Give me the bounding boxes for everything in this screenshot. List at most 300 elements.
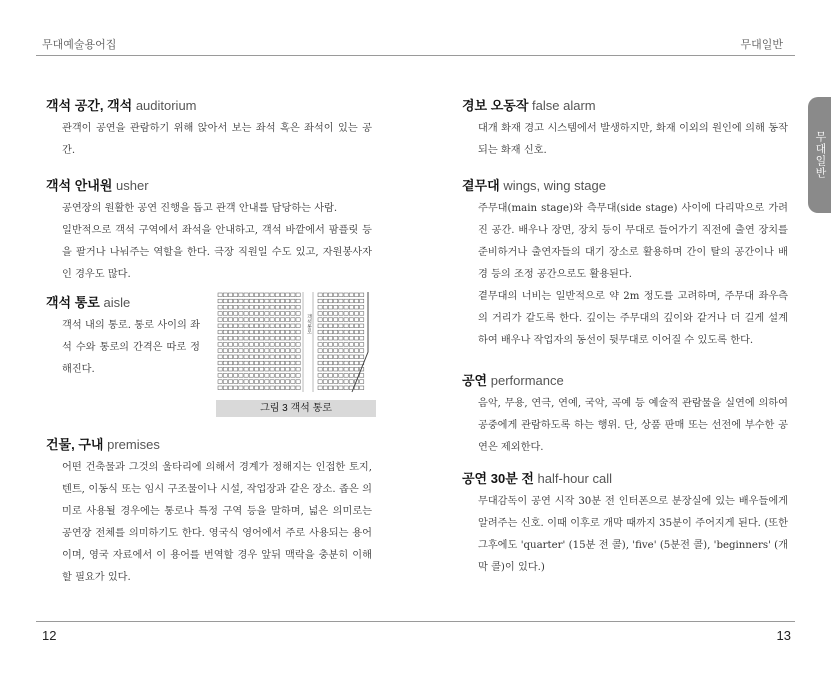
seat <box>286 386 290 390</box>
entry-body <box>46 315 200 381</box>
seat <box>275 299 279 303</box>
seat <box>265 312 269 316</box>
page-number-right: 13 <box>776 628 791 643</box>
seat <box>239 386 243 390</box>
seat <box>286 330 290 334</box>
seat <box>244 349 248 353</box>
seat <box>234 361 238 365</box>
seat <box>228 318 232 322</box>
seat <box>280 336 284 340</box>
seat <box>239 343 243 347</box>
seat <box>244 343 248 347</box>
seat <box>328 343 332 347</box>
entry-paragraph: 관객이 공연을 관람하기 위해 앉아서 보는 좌석 혹은 좌석이 있는 공간. <box>62 123 372 156</box>
entry-auditorium <box>46 95 372 162</box>
entry-term-ko: 건물, 구내 <box>46 437 104 452</box>
seat <box>223 305 227 309</box>
seat <box>228 330 232 334</box>
seat <box>349 299 353 303</box>
seat <box>318 386 322 390</box>
seat <box>234 330 238 334</box>
seat <box>260 312 264 316</box>
seat <box>270 330 274 334</box>
seat <box>265 293 269 297</box>
entry-term-en: performance <box>490 373 564 388</box>
seat <box>223 324 227 328</box>
seat <box>228 355 232 359</box>
seat <box>280 299 284 303</box>
seat <box>223 293 227 297</box>
seat <box>334 293 338 297</box>
seat <box>249 312 253 316</box>
seat <box>291 299 295 303</box>
seat <box>354 305 358 309</box>
seat <box>360 293 364 297</box>
seat <box>334 343 338 347</box>
aisle-label: 객석통로 <box>306 314 312 334</box>
entry-wings <box>462 175 788 352</box>
seat <box>286 299 290 303</box>
seat <box>234 299 238 303</box>
seat <box>249 299 253 303</box>
seat <box>280 349 284 353</box>
seat <box>239 336 243 340</box>
seat <box>244 380 248 384</box>
seat <box>270 355 274 359</box>
seat <box>275 367 279 371</box>
seat <box>244 299 248 303</box>
entry-paragraph: 객석 내의 통로. 통로 사이의 좌석 수와 통로의 간격은 따로 정해진다. <box>62 320 200 375</box>
seat <box>318 380 322 384</box>
seat <box>218 386 222 390</box>
seat <box>254 361 258 365</box>
seat <box>286 380 290 384</box>
seat <box>318 330 322 334</box>
seat <box>254 386 258 390</box>
seat <box>339 355 343 359</box>
seat <box>270 336 274 340</box>
seat <box>296 386 300 390</box>
seat <box>265 343 269 347</box>
seat <box>360 324 364 328</box>
seat <box>344 367 348 371</box>
seat <box>339 293 343 297</box>
seat <box>270 349 274 353</box>
seat <box>260 330 264 334</box>
seat <box>328 293 332 297</box>
seat <box>339 374 343 378</box>
seat <box>339 318 343 322</box>
seat <box>360 305 364 309</box>
entry-paragraph: 곁무대의 너비는 일반적으로 약 2m 정도를 고려하며, 주무대 좌우측의 거리가 같도록 한다. 깊이는 주무대의 깊이와 같거나 더 길게 설계하여 배우나 작업자의 동선이 뒷무대로 이어질 수 있도록 한다. <box>478 291 788 346</box>
seat <box>280 318 284 322</box>
seat <box>339 330 343 334</box>
seat <box>349 349 353 353</box>
seat <box>270 386 274 390</box>
seat <box>296 380 300 384</box>
seat <box>328 355 332 359</box>
seat <box>254 349 258 353</box>
entry-paragraph: 음악, 무용, 연극, 연예, 국악, 곡예 등 예술적 관람물을 실연에 의하여 공중에게 관람하도록 하는 행위. 단, 상품 판매 또는 선전에 부수한 공연은 제외한다. <box>478 398 788 453</box>
seat <box>270 318 274 322</box>
seat <box>218 355 222 359</box>
seat <box>228 367 232 371</box>
seat <box>334 336 338 340</box>
seat <box>339 324 343 328</box>
entry-body <box>462 118 788 162</box>
entry-term-ko: 경보 오동작 <box>462 98 529 113</box>
entry-term-ko: 객석 통로 <box>46 295 100 310</box>
seat <box>334 367 338 371</box>
seat <box>280 380 284 384</box>
seat <box>244 293 248 297</box>
seat <box>344 312 348 316</box>
seat <box>291 349 295 353</box>
entry-title <box>46 434 372 453</box>
side-tab-label: 무대일반 <box>814 131 826 179</box>
seat <box>249 324 253 328</box>
seat <box>291 324 295 328</box>
seat <box>318 355 322 359</box>
entry-paragraph: 일반적으로 객석 구역에서 좌석을 안내하고, 객석 바깥에서 팜플릿 등을 팔거나 나눠주는 역할을 한다. 극장 직원일 수도 있고, 자원봉사자인 경우도 많다. <box>62 225 372 280</box>
seat <box>349 312 353 316</box>
seat <box>244 305 248 309</box>
entry-term-en: premises <box>107 437 160 452</box>
seat <box>354 330 358 334</box>
seat <box>334 305 338 309</box>
seat <box>234 386 238 390</box>
seat <box>260 367 264 371</box>
entry-term-ko: 공연 <box>462 373 488 388</box>
seat <box>286 374 290 378</box>
seat <box>254 330 258 334</box>
seat <box>260 380 264 384</box>
seat <box>228 324 232 328</box>
seat <box>218 374 222 378</box>
seat <box>275 293 279 297</box>
seat <box>296 367 300 371</box>
seat <box>260 318 264 322</box>
entry-title <box>46 175 372 194</box>
seat <box>265 305 269 309</box>
seat <box>260 293 264 297</box>
seat <box>318 299 322 303</box>
seat <box>328 361 332 365</box>
seat <box>223 361 227 365</box>
seat <box>286 336 290 340</box>
seat <box>328 367 332 371</box>
seat <box>328 374 332 378</box>
seat <box>254 355 258 359</box>
seat <box>360 336 364 340</box>
seat <box>228 336 232 340</box>
seat <box>339 336 343 340</box>
seat <box>349 336 353 340</box>
seat <box>275 343 279 347</box>
seat <box>344 343 348 347</box>
entry-paragraph: 무대감독이 공연 시작 30분 전 인터폰으로 분장실에 있는 배우들에게 알려주는 신호. 이때 이후로 개막 때까지 35분이 주어지게 된다. (또한 그후에도 'quarter' (15분 전 콜), 'five' (5분전 콜), 'beginners' (개막 콜)이 있다.) <box>478 496 788 573</box>
seat <box>323 312 327 316</box>
seat <box>228 305 232 309</box>
seat <box>275 386 279 390</box>
seat <box>218 367 222 371</box>
seat <box>286 361 290 365</box>
entry-body <box>462 393 788 459</box>
seat-block-left <box>218 293 300 390</box>
entry-term-en: wings, wing stage <box>503 178 606 193</box>
entry-term-ko: 객석 공간, 객석 <box>46 98 133 113</box>
seat <box>275 312 279 316</box>
seat <box>360 318 364 322</box>
seat <box>275 374 279 378</box>
entry-premises <box>46 434 372 589</box>
seat <box>334 312 338 316</box>
seat <box>234 374 238 378</box>
seat <box>286 324 290 328</box>
seat <box>354 349 358 353</box>
seat <box>223 380 227 384</box>
seat <box>275 361 279 365</box>
seat <box>223 343 227 347</box>
seat <box>354 386 358 390</box>
seat <box>339 386 343 390</box>
seat <box>234 367 238 371</box>
seat <box>239 324 243 328</box>
seat <box>349 293 353 297</box>
seat <box>223 330 227 334</box>
seat <box>344 318 348 322</box>
seat <box>270 299 274 303</box>
seat <box>223 374 227 378</box>
seat <box>249 293 253 297</box>
seat <box>318 293 322 297</box>
seat <box>328 386 332 390</box>
seat <box>218 299 222 303</box>
seat <box>286 355 290 359</box>
seat <box>270 305 274 309</box>
seat <box>291 343 295 347</box>
seat <box>296 330 300 334</box>
seat <box>260 299 264 303</box>
seat <box>323 355 327 359</box>
seat <box>344 386 348 390</box>
seat <box>218 336 222 340</box>
seat <box>334 318 338 322</box>
seat <box>334 355 338 359</box>
seat <box>360 343 364 347</box>
seat <box>275 330 279 334</box>
entry-term-ko: 곁무대 <box>462 178 500 193</box>
seat <box>265 361 269 365</box>
seat <box>234 343 238 347</box>
seat <box>286 305 290 309</box>
chapter-side-tab[interactable] <box>808 97 831 213</box>
seat <box>234 336 238 340</box>
seat <box>323 374 327 378</box>
seat <box>228 380 232 384</box>
seat <box>349 305 353 309</box>
seat <box>223 367 227 371</box>
seat <box>291 361 295 365</box>
seat <box>354 355 358 359</box>
seat <box>218 312 222 316</box>
seat <box>265 299 269 303</box>
seat <box>280 330 284 334</box>
seat <box>223 336 227 340</box>
chapter-title: 무대일반 <box>740 39 783 51</box>
entry-term-en: false alarm <box>532 98 596 113</box>
seat <box>280 312 284 316</box>
seat <box>328 380 332 384</box>
seat <box>249 386 253 390</box>
seat <box>218 361 222 365</box>
aisle-diagram <box>216 290 371 394</box>
seat <box>339 349 343 353</box>
seat <box>244 355 248 359</box>
seat <box>354 336 358 340</box>
seat <box>265 374 269 378</box>
seat <box>280 361 284 365</box>
seat <box>334 330 338 334</box>
seat <box>265 336 269 340</box>
seat <box>323 343 327 347</box>
seat <box>254 312 258 316</box>
entry-title <box>462 95 788 114</box>
seat <box>280 374 284 378</box>
entry-body <box>46 118 372 162</box>
seat <box>218 349 222 353</box>
seat <box>239 349 243 353</box>
seat <box>328 336 332 340</box>
seat <box>334 380 338 384</box>
seat <box>296 299 300 303</box>
seat <box>265 318 269 322</box>
seat <box>360 299 364 303</box>
entry-term-en: half-hour call <box>537 471 612 486</box>
entry-usher <box>46 175 372 286</box>
seat <box>339 361 343 365</box>
entry-body <box>462 198 788 352</box>
seat <box>249 349 253 353</box>
seat <box>223 312 227 316</box>
seat <box>344 349 348 353</box>
entry-paragraph: 대개 화재 경고 시스템에서 발생하지만, 화재 이외의 원인에 의해 동작되는 화재 신호. <box>478 123 788 156</box>
seat <box>323 305 327 309</box>
aisle-figure <box>216 290 371 417</box>
seat <box>218 305 222 309</box>
seat <box>296 293 300 297</box>
seat <box>218 330 222 334</box>
seat <box>234 305 238 309</box>
seat <box>318 367 322 371</box>
seat <box>270 293 274 297</box>
seat <box>349 361 353 365</box>
seat <box>286 367 290 371</box>
seat <box>360 312 364 316</box>
seat <box>344 299 348 303</box>
seat <box>328 305 332 309</box>
seat <box>260 343 264 347</box>
seat <box>280 355 284 359</box>
seat <box>323 386 327 390</box>
entry-paragraph: 어떤 건축물과 그것의 울타리에 의해서 경계가 정해지는 인접한 토지, 텐트, 이동식 또는 임시 구조물이나 시설, 작업장과 같은 장소. 좁은 의미로 사용될 경우에는 통로나 특정 구역 등을 말하며, 넓은 의미로는 공연장 전체를 의미하기도 한다. 영국식 영어에서 주로 사용되는 용어이며, 영국 자료에서 이 용어를 번역할 경우 앞뒤 맥락을 충분히 이해할 필요가 있다. <box>62 462 372 583</box>
seat <box>260 374 264 378</box>
seat <box>244 336 248 340</box>
seat <box>334 299 338 303</box>
seat <box>265 386 269 390</box>
seat <box>323 293 327 297</box>
seat <box>296 349 300 353</box>
entry-term-ko: 공연 30분 전 <box>462 471 534 486</box>
seat <box>228 361 232 365</box>
seat <box>244 330 248 334</box>
seat <box>291 336 295 340</box>
seat <box>291 318 295 322</box>
seat <box>328 324 332 328</box>
seat <box>323 318 327 322</box>
seat <box>354 343 358 347</box>
seat <box>339 312 343 316</box>
seat <box>244 312 248 316</box>
seat <box>249 343 253 347</box>
seat <box>218 343 222 347</box>
seat <box>260 386 264 390</box>
seat <box>318 324 322 328</box>
seat <box>223 386 227 390</box>
seat <box>334 386 338 390</box>
seat <box>228 299 232 303</box>
seat <box>318 349 322 353</box>
seat <box>260 361 264 365</box>
seat <box>291 293 295 297</box>
seat <box>228 386 232 390</box>
entry-term-ko: 객석 안내원 <box>46 178 113 193</box>
seat <box>318 336 322 340</box>
seat <box>280 293 284 297</box>
seat <box>349 318 353 322</box>
seat <box>223 318 227 322</box>
seat <box>239 355 243 359</box>
seat <box>270 343 274 347</box>
seat <box>349 374 353 378</box>
seat <box>291 330 295 334</box>
header-rule <box>36 55 795 56</box>
seat <box>234 312 238 316</box>
seat <box>323 361 327 365</box>
seat <box>344 330 348 334</box>
seat <box>249 380 253 384</box>
seat <box>275 305 279 309</box>
seat <box>344 305 348 309</box>
seat <box>249 367 253 371</box>
seat <box>275 336 279 340</box>
seat <box>218 324 222 328</box>
seat <box>254 318 258 322</box>
seat <box>260 355 264 359</box>
seat <box>344 293 348 297</box>
seat <box>296 361 300 365</box>
seat <box>270 312 274 316</box>
seat <box>270 380 274 384</box>
seat <box>260 349 264 353</box>
seat <box>239 305 243 309</box>
entry-false-alarm <box>462 95 788 162</box>
seat <box>296 318 300 322</box>
seat <box>254 305 258 309</box>
seat <box>223 349 227 353</box>
seat <box>254 367 258 371</box>
seat <box>354 367 358 371</box>
